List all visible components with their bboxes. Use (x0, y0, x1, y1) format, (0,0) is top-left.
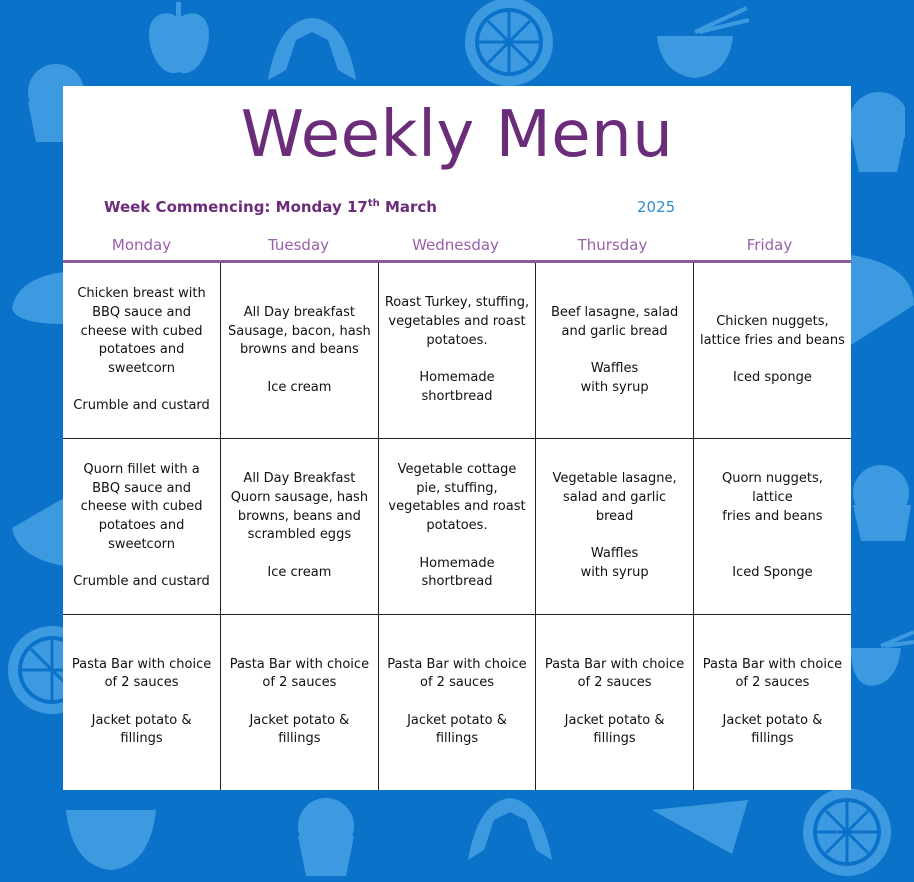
week-month: March (379, 198, 437, 216)
menu-cell-text: Chicken nuggets, lattice fries and beans Iced sponge (699, 314, 845, 386)
menu-cell (693, 614, 851, 790)
menu-cell (693, 439, 851, 615)
noodle-bowl-icon (66, 790, 156, 870)
menu-cell (221, 614, 379, 790)
menu-cell (63, 614, 221, 790)
pizza-slice-icon (851, 255, 914, 345)
day-headers (63, 236, 851, 260)
menu-cell-text: All Day breakfast Sausage, bacon, hash browns and beans Ice cream (228, 304, 371, 395)
menu-cell-text: Chicken breast with BBQ sauce and cheese with cubed potatoes and sweetcorn Crumble and custard (73, 286, 210, 414)
orange-slice-icon (4, 622, 64, 718)
day-header-monday: Monday (111, 236, 172, 254)
menu-cell-text: Quorn fillet with a BBQ sauce and cheese with cubed potatoes and sweetcorn Crumble and custard (73, 462, 210, 590)
day-header-thursday: Thursday (577, 236, 648, 254)
menu-cell (536, 439, 694, 615)
menu-cell-text: Pasta Bar with choice of 2 sauces Jacket potato & fillings (702, 656, 843, 747)
menu-cell (536, 614, 694, 790)
menu-cell-text: Pasta Bar with choice of 2 sauces Jacket potato & fillings (71, 656, 212, 747)
menu-cell (63, 439, 221, 615)
menu-cell (221, 439, 379, 615)
menu-cell (221, 263, 379, 439)
table-row (63, 614, 851, 790)
menu-cell (693, 263, 851, 439)
menu-cell-text: Vegetable lasagne, salad and garlic bread Waffles with syrup (552, 471, 677, 580)
day-header-tuesday: Tuesday (267, 236, 330, 254)
menu-cell (378, 614, 536, 790)
menu-cell (63, 263, 221, 439)
page-title: Weekly Menu (240, 98, 674, 172)
apple-icon (146, 0, 212, 78)
croissant-icon (462, 794, 558, 864)
year-label: 2025 (637, 198, 676, 216)
menu-sheet (63, 86, 851, 790)
cupcake-icon (851, 463, 914, 543)
day-header-wednesday: Wednesday (412, 236, 499, 254)
croissant-icon (8, 268, 64, 328)
table-row (63, 439, 851, 615)
menu-table (63, 263, 851, 790)
menu-cell-text: Roast Turkey, stuffing, vegetables and roast potatoes. Homemade shortbread (384, 295, 530, 404)
cupcake-icon (284, 796, 368, 882)
week-label: Week Commencing: Monday 17 (104, 198, 368, 216)
pizza-slice-icon (8, 488, 64, 568)
week-commencing (104, 198, 437, 216)
menu-cell (536, 263, 694, 439)
croissant-icon (258, 10, 366, 90)
table-row (63, 263, 851, 439)
menu-cell-text: Pasta Bar with choice of 2 sauces Jacket potato & fillings (387, 656, 527, 747)
orange-slice-icon (462, 0, 556, 90)
day-header-friday: Friday (746, 236, 793, 254)
menu-cell-text: Pasta Bar with choice of 2 sauces Jacket potato & fillings (544, 656, 685, 747)
menu-cell-text: All Day Breakfast Quorn sausage, hash browns, beans and scrambled eggs Ice cream (230, 471, 369, 580)
noodle-bowl-icon (851, 628, 914, 688)
menu-cell (378, 439, 536, 615)
menu-cell-text: Pasta Bar with choice of 2 sauces Jacket potato & fillings (229, 656, 370, 747)
pizza-slice-icon (652, 800, 748, 854)
menu-cell (378, 263, 536, 439)
menu-cell-text: Beef lasagne, salad and garlic bread Waffles with syrup (550, 304, 679, 395)
cupcake-icon (845, 88, 905, 174)
menu-cell-text: Vegetable cottage pie, stuffing, vegetables and roast potatoes. Homemade shortbread (388, 462, 526, 590)
menu-cell-text: Quorn nuggets, lattice fries and beans Iced Sponge (721, 471, 823, 580)
orange-slice-icon (800, 782, 894, 882)
week-date-suffix: th (367, 198, 380, 209)
noodle-bowl-icon (655, 2, 750, 80)
